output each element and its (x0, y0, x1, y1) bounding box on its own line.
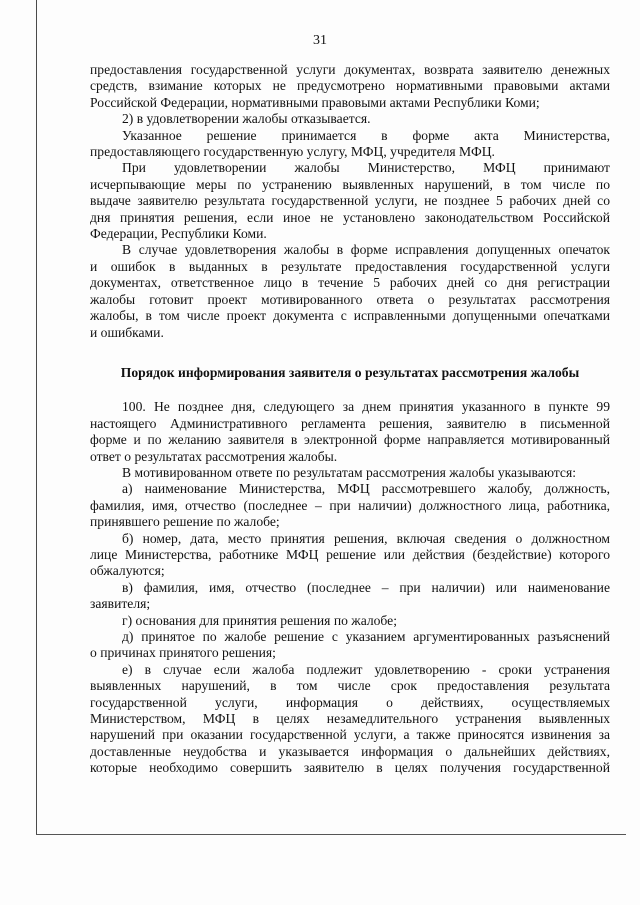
document-body (90, 62, 610, 777)
text-line: дня принятия решения, если иное не установлено законодательством Российской (90, 209, 610, 225)
list-item-g (90, 613, 610, 629)
text-line: заявителя; (90, 596, 151, 612)
text-line: б) номер, дата, место принятия решения, включая сведения о должностном (122, 530, 610, 546)
paragraph-decision-form (90, 128, 610, 161)
list-item-d (90, 629, 610, 662)
text-line: лице Министерства, работнике МФЦ решение или действия (бездействие) которого (90, 546, 610, 562)
text-line: Федерации, Республики Коми. (90, 226, 267, 242)
paragraph-typo-correction (90, 242, 610, 340)
paragraph-item-2 (90, 111, 610, 127)
text-line: о причинах принятого решения; (90, 645, 276, 661)
text-line: принявшего решение по жалобе; (90, 514, 280, 530)
section-heading: Порядок информирования заявителя о результатах рассмотрения жалобы (120, 364, 580, 380)
text-line: В мотивированном ответе по результатам рассмотрения жалобы указываются: (122, 464, 576, 480)
text-line: 100. Не позднее дня, следующего за днем принятия указанного в пункте 99 (122, 399, 610, 415)
text-line: настоящего Административного регламента решения, заявителю в письменной (90, 415, 610, 431)
text-line: выявленных нарушений, в том числе срок предоставления результата (90, 678, 610, 694)
text-line: При удовлетворении жалобы Министерство, МФЦ принимают (122, 160, 610, 176)
text-line: жалобы, в том числе проект документа с исправленными допущенными опечатками (90, 308, 610, 324)
text-line: предоставления государственной услуги документах, возврата заявителю денежных (90, 62, 610, 77)
text-line: Министерством, МФЦ в целях незамедлительного устранения выявленных (90, 711, 610, 727)
text-line: Российской Федерации, нормативными правовыми актами Республики Коми; (90, 94, 540, 110)
text-line: которые необходимо совершить заявителю в целях получения государственной (90, 760, 610, 776)
text-line: и ошибками. (90, 324, 164, 340)
text-line: нарушений при оказании государственной услуги, а также приносятся извинения за (90, 727, 610, 743)
text-line: государственной услуги, информация о действиях, осуществляемых (90, 694, 610, 710)
scan-edge-left (36, 0, 37, 834)
text-line: ответ о результатах рассмотрения жалобы. (90, 448, 338, 464)
paragraph-continuation (90, 62, 610, 111)
list-item-a (90, 481, 610, 530)
text-line: В случае удовлетворения жалобы в форме исправления допущенных опечаток (122, 242, 610, 258)
text-line: обжалуются; (90, 563, 165, 579)
text-line: а) наименование Министерства, МФЦ рассмотревшего жалобу, должность, (122, 481, 610, 497)
paragraph-response-contents (90, 465, 610, 481)
text-line: и ошибок в выданных в результате предоставления государственной услуги (90, 258, 610, 274)
page-number: 31 (313, 33, 327, 48)
paragraph-satisfaction-measures (90, 160, 610, 242)
text-line: доставленные неудобства и указывается информация о дальнейших действиях, (90, 743, 610, 759)
text-line: предоставляющего государственную услугу, МФЦ, учредителя МФЦ. (90, 144, 495, 160)
text-line: д) принятое по жалобе решение с указанием аргументированных разъяснений (122, 629, 610, 644)
scan-edge-bottom (36, 834, 626, 835)
text-line: жалобы готовит проект мотивированного ответа о результатах рассмотрения (90, 291, 610, 307)
text-line: фамилия, имя, отчество (последнее – при наличии) должностного лица, работника, (90, 497, 610, 513)
text-line: форме и по желанию заявителя в электронной форме направляется мотивированный (90, 432, 610, 448)
text-line: исчерпывающие меры по устранению выявленных нарушений, в том числе по (90, 176, 610, 192)
text-line: документах, ответственное лицо в течение 5 рабочих дней со дня регистрации (90, 275, 610, 291)
text-line: средств, взимание которых не предусмотрено нормативными правовыми актами (90, 78, 610, 94)
text-line: в) фамилия, имя, отчество (последнее – при наличии) или наименование (122, 579, 610, 595)
paragraph-100 (90, 399, 610, 465)
text-line: г) основания для принятия решения по жалобе; (122, 612, 397, 628)
text-line: 2) в удовлетворении жалобы отказывается. (122, 111, 371, 127)
text-line: е) в случае если жалоба подлежит удовлетворению - сроки устранения (122, 661, 610, 677)
text-line: Указанное решение принимается в форме акта Министерства, (122, 127, 610, 143)
list-item-v (90, 580, 610, 613)
list-item-e (90, 662, 610, 777)
list-item-b (90, 531, 610, 580)
text-line: выдаче заявителю результата государственной услуги, не позднее 5 рабочих дней со (90, 193, 610, 209)
